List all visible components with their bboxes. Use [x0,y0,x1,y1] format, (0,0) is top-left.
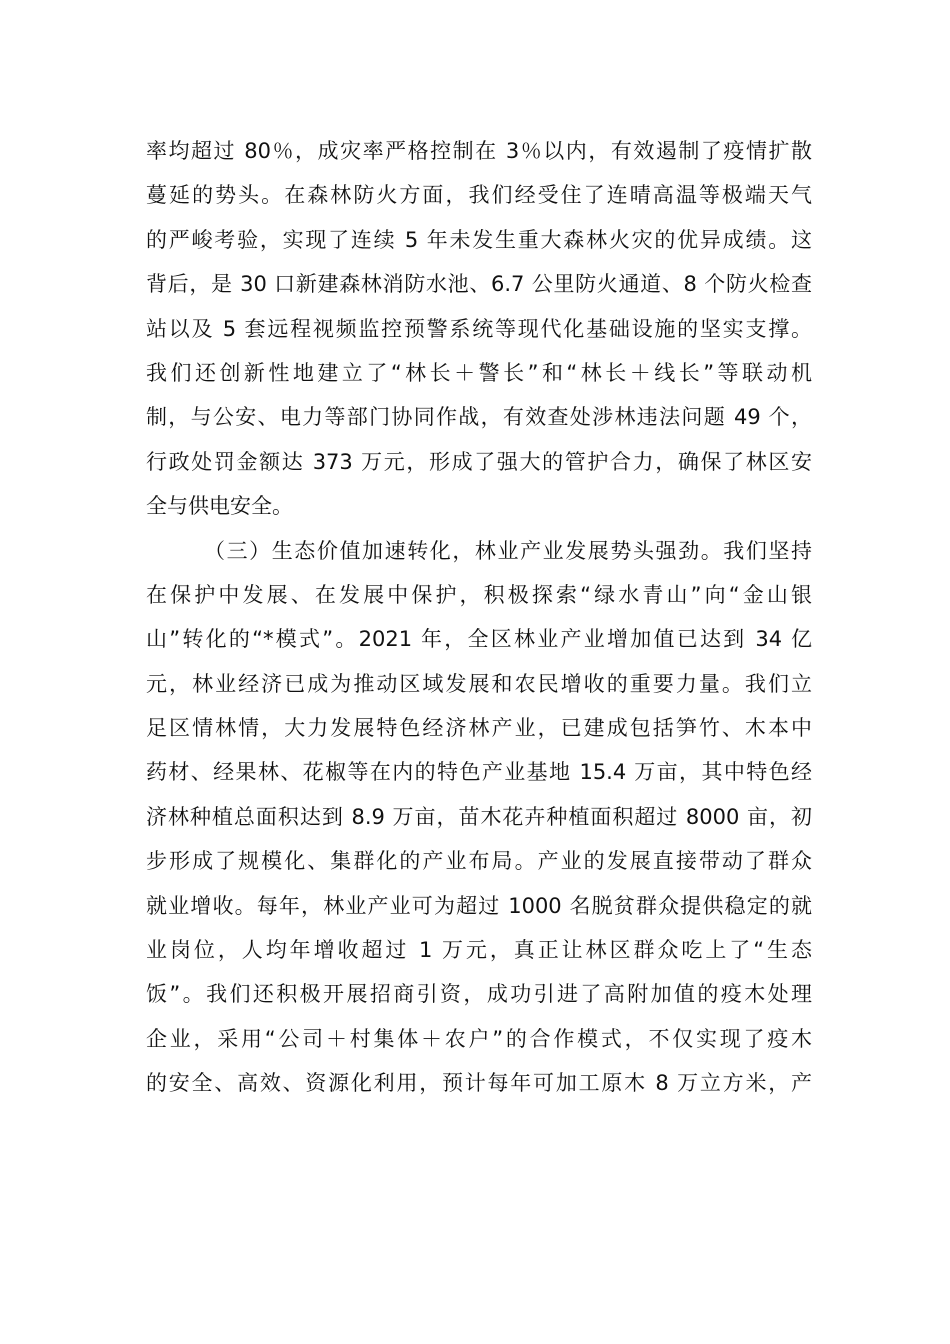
text-line: 元，林业经济已成为推动区域发展和农民增收的重要力量。我们立 [146,671,812,696]
text-line: （三）生态价值加速转化，林业产业发展势头强劲。我们坚持 [204,538,812,563]
text-line: 饭”。我们还积极开展招商引资，成功引进了高附加值的疫木处理 [146,982,812,1007]
text-line: 背后，是 30 口新建森林消防水池、6.7 公里防火通道、8 个防火检查 [146,272,812,297]
text-line: 站以及 5 套远程视频监控预警系统等现代化基础设施的坚实支撑。 [146,316,812,341]
text-line: 药材、经果林、花椒等在内的特色产业基地 15.4 万亩，其中特色经 [146,760,812,785]
text-line: 制，与公安、电力等部门协同作战，有效查处涉林违法问题 49 个， [146,405,812,430]
text-line: 全与供电安全。 [146,494,293,519]
text-line: 足区情林情，大力发展特色经济林产业，已建成包括笋竹、木本中 [146,716,812,741]
text-line: 蔓延的势头。在森林防火方面，我们经受住了连晴高温等极端天气 [146,183,812,208]
text-line: 业岗位，人均年增收超过 1 万元，真正让林区群众吃上了“生态 [146,938,812,963]
text-line: 的严峻考验，实现了连续 5 年未发生重大森林火灾的优异成绩。这 [146,227,812,252]
text-line: 的安全、高效、资源化利用，预计每年可加工原木 8 万立方米，产 [146,1071,812,1096]
text-line: 山”转化的“*模式”。2021 年，全区林业产业增加值已达到 34 亿 [146,627,812,652]
text-line: 行政处罚金额达 373 万元，形成了强大的管护合力，确保了林区安 [146,449,812,474]
text-line: 我们还创新性地建立了“林长＋警长”和“林长＋线长”等联动机 [146,360,812,385]
paragraph-1 [146,129,812,529]
text-line: 率均超过 80％，成灾率严格控制在 3％以内，有效遏制了疫情扩散 [146,139,812,163]
text-line: 企业，采用“公司＋村集体＋农户”的合作模式，不仅实现了疫木 [146,1026,812,1051]
text-line: 步形成了规模化、集群化的产业布局。产业的发展直接带动了群众 [146,849,812,874]
document-body [146,129,812,1106]
paragraph-2 [146,529,812,1106]
text-line: 济林种植总面积达到 8.9 万亩，苗木花卉种植面积超过 8000 亩，初 [146,804,812,829]
text-line: 就业增收。每年，林业产业可为超过 1000 名脱贫群众提供稳定的就 [146,893,812,918]
text-line: 在保护中发展、在发展中保护，积极探索“绿水青山”向“金山银 [146,582,812,607]
